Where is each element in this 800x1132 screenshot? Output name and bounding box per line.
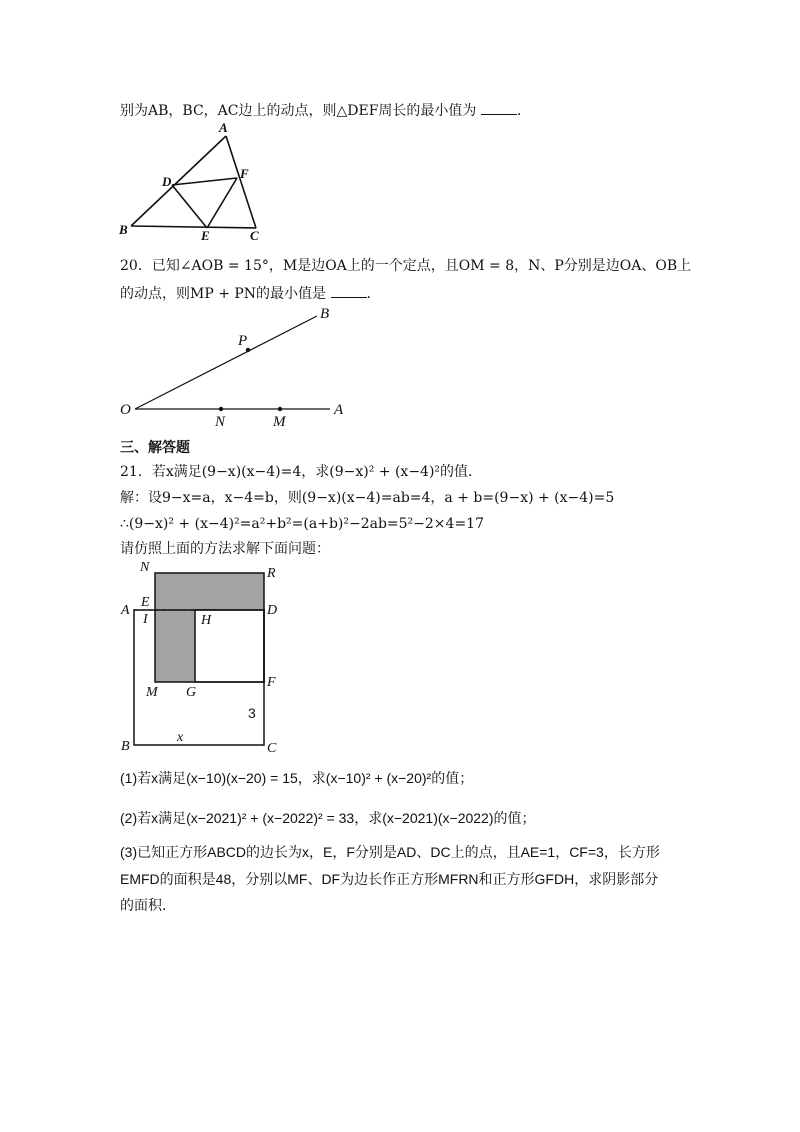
- part-3-text-1: (3)已知正方形ABCD的边长为x，E，F分别是AD、DC上的点，且AE=1，CF=3，长方形: [120, 844, 660, 860]
- q20-text-1: 20．已知∠AOB = 15°，M是边OA上的一个定点，且OM = 8，N、P分别是边OA、OB上: [120, 258, 692, 274]
- part-3-line-2: [120, 869, 658, 889]
- fig21-label-h: H: [201, 613, 212, 628]
- fig19-label-f: F: [240, 166, 249, 181]
- fig19-label-e: E: [201, 228, 210, 243]
- fig21-label-c: C: [267, 741, 277, 756]
- part-2-text: (2)若x满足(x−2021)² + (x−2022)² = 33，求(x−2021)(x−2022)的值；: [120, 810, 536, 826]
- q21-text-1: 21．若x满足(9−x)(x−4)=4，求(9−x)² + (x−4)²的值．: [120, 464, 483, 480]
- fig21-label-b: B: [121, 739, 130, 754]
- fig21-label-i: I: [143, 612, 148, 627]
- part-3-text-2: EMFD的面积是48，分别以MF、DF为边长作正方形MFRN和正方形GFDH，求阴影部分: [120, 871, 659, 887]
- section-title: 三、解答题: [120, 439, 190, 455]
- fig21-label-f: F: [267, 675, 276, 690]
- fig19-label-a: A: [219, 120, 228, 135]
- part-1-text: (1)若x满足(x−10)(x−20) = 15，求(x−10)² + (x−20)²的值；: [120, 770, 474, 786]
- fig20-label-b: B: [320, 306, 330, 322]
- fig21-label-n: N: [140, 560, 150, 575]
- part-1: [120, 768, 473, 788]
- fig20-label-p: P: [238, 333, 248, 349]
- fig21-label-a: A: [121, 603, 130, 618]
- fig20-label-o: O: [120, 402, 131, 418]
- q19-text: 别为AB，BC，AC边上的动点，则△DEF周长的最小值为: [120, 103, 477, 119]
- fig21-label-g: G: [186, 685, 197, 700]
- fig21-label-d: D: [267, 603, 278, 618]
- fig21-label-x: x: [177, 730, 184, 745]
- q20-text-2: 的动点，则MP + PN的最小值是: [120, 286, 327, 302]
- fig19-label-d: D: [162, 174, 172, 189]
- part-3-text-3: 的面积．: [120, 897, 176, 913]
- part-3-line-3: [120, 895, 176, 915]
- q21-text-4: 请仿照上面的方法求解下面问题：: [120, 541, 330, 557]
- fig19-label-c: C: [250, 228, 259, 243]
- fig20-label-m: M: [273, 414, 286, 430]
- part-3-line-1: [120, 842, 660, 862]
- fig21-label-e: E: [141, 595, 150, 610]
- q21-text-2: 解：设9−x=a，x−4=b，则(9−x)(x−4)=ab=4，a + b=(9−x) + (x−4)=5: [120, 490, 615, 506]
- fig21-label-m: M: [146, 685, 158, 700]
- fig20-label-a: A: [334, 402, 344, 418]
- fig19-label-b: B: [119, 222, 128, 237]
- fig21-square-abcd: [134, 610, 264, 745]
- fig21-label-3: 3: [248, 705, 256, 721]
- part-2: [120, 808, 536, 828]
- fig20-label-n: N: [215, 414, 226, 430]
- q20-tail: .: [366, 286, 371, 302]
- fig21-label-r: R: [267, 566, 276, 581]
- q19-tail: .: [516, 103, 522, 119]
- q21-text-3: ∴(9−x)² + (x−4)²=a²+b²=(a+b)²−2ab=5²−2×4=17: [120, 516, 484, 532]
